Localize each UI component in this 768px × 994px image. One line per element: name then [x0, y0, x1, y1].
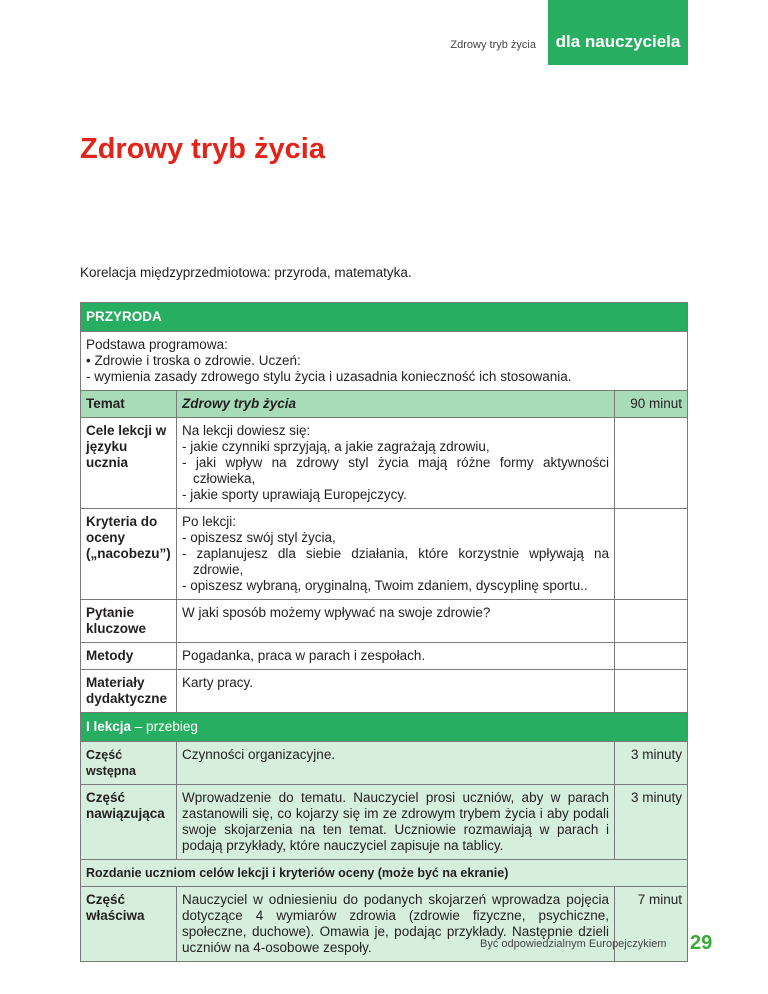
goals-row — [81, 418, 688, 509]
core-line: • Zdrowie i troska o zdrowie. Uczeń: — [86, 353, 301, 368]
lesson-header — [81, 713, 688, 742]
lesson-plan-table — [80, 302, 688, 962]
goal-item: - jakie czynniki sprzyjają, a jakie zagrażają zdrowiu, — [182, 439, 490, 454]
core-row — [81, 332, 688, 391]
goal-item: - jaki wpływ na zdrowy styl życia mają różne formy aktywności człowieka, — [182, 455, 609, 486]
header-tab: dla nauczyciela — [548, 0, 688, 65]
question-row — [81, 600, 688, 643]
core-line: - wymienia zasady zdrowego stylu życia i uzasadnia konieczność ich stosowania. — [86, 369, 572, 384]
distribution-row — [81, 860, 688, 887]
page-title: Zdrowy tryb życia — [80, 133, 325, 165]
methods-value: Pogadanka, praca w parach i zespołach. — [177, 643, 615, 670]
goals-content — [177, 418, 615, 509]
criteria-item: - opiszesz swój styl życia, — [182, 530, 336, 545]
section-row — [81, 303, 688, 332]
methods-row — [81, 643, 688, 670]
criteria-label: Kryteria do oceny („nacobezu”) — [81, 509, 177, 600]
main-part-value: Nauczyciel w odniesieniu do podanych skojarzeń wprowadza pojęcia dotyczące 4 wymiarów zdrowia (zdrowie fizyczne, psychiczne, społeczne, duchowe). Omawia je, podając przykłady. Następnie dzieli uczniów na 4-osobowe zespoły. — [177, 887, 615, 962]
question-value: W jaki sposób możemy wpływać na swoje zdrowie? — [177, 600, 615, 643]
core-curriculum — [81, 332, 688, 391]
goals-label: Cele lekcji w języku ucznia — [81, 418, 177, 509]
criteria-content — [177, 509, 615, 600]
topic-time: 90 minut — [615, 391, 688, 418]
section-header: PRZYRODA — [81, 303, 688, 332]
criteria-row — [81, 509, 688, 600]
main-part-row — [81, 887, 688, 962]
main-part-label: Część właściwa — [81, 887, 177, 962]
materials-label: Materiały dydaktyczne — [81, 670, 177, 713]
lesson-label-rest: – przebieg — [131, 719, 198, 734]
methods-time — [615, 643, 688, 670]
linking-time: 3 minuty — [615, 785, 688, 860]
distribution-note: Rozdanie uczniom celów lekcji i kryteriów oceny (może być na ekranie) — [81, 860, 688, 887]
question-time — [615, 600, 688, 643]
materials-row — [81, 670, 688, 713]
linking-row — [81, 785, 688, 860]
linking-label: Część nawiązująca — [81, 785, 177, 860]
methods-label: Metody — [81, 643, 177, 670]
main-part-time: 7 minut — [615, 887, 688, 962]
criteria-item: - opiszesz wybraną, oryginalną, Twoim zdaniem, dyscyplinę sportu.. — [182, 578, 588, 593]
question-label: Pytanie kluczowe — [81, 600, 177, 643]
materials-time — [615, 670, 688, 713]
intro-part-label: Część wstępna — [81, 742, 177, 785]
materials-value: Karty pracy. — [177, 670, 615, 713]
page-number: 29 — [690, 932, 713, 954]
header-topic: Zdrowy tryb życia — [450, 39, 536, 51]
lesson-row — [81, 713, 688, 742]
topic-row — [81, 391, 688, 418]
intro-part-row — [81, 742, 688, 785]
intro-part-value: Czynności organizacyjne. — [177, 742, 615, 785]
lesson-label: I lekcja — [86, 719, 132, 734]
correlation-text: Korelacja międzyprzedmiotowa: przyroda, matematyka. — [80, 265, 412, 280]
goal-item: - jakie sporty uprawiają Europejczycy. — [182, 487, 407, 502]
criteria-item: - zaplanujesz dla siebie działania, które korzystnie wpływają na zdrowie, — [182, 546, 609, 577]
core-label: Podstawa programowa: — [86, 337, 228, 352]
footer-text: Być odpowiedzialnym Europejczykiem — [480, 938, 667, 950]
goals-intro: Na lekcji dowiesz się: — [182, 423, 311, 438]
topic-value: Zdrowy tryb życia — [177, 391, 615, 418]
topic-label: Temat — [81, 391, 177, 418]
intro-part-time: 3 minuty — [615, 742, 688, 785]
criteria-time — [615, 509, 688, 600]
linking-value: Wprowadzenie do tematu. Nauczyciel prosi uczniów, aby w parach zastanowili się, co kojarzy się im ze zdrowym trybem życia i aby podali swoje skojarzenia na ten temat. Uczniowie rozmawiają w parach i podają przykłady, które nauczyciel zapisuje na tablicy. — [177, 785, 615, 860]
criteria-intro: Po lekcji: — [182, 514, 237, 529]
goals-time — [615, 418, 688, 509]
